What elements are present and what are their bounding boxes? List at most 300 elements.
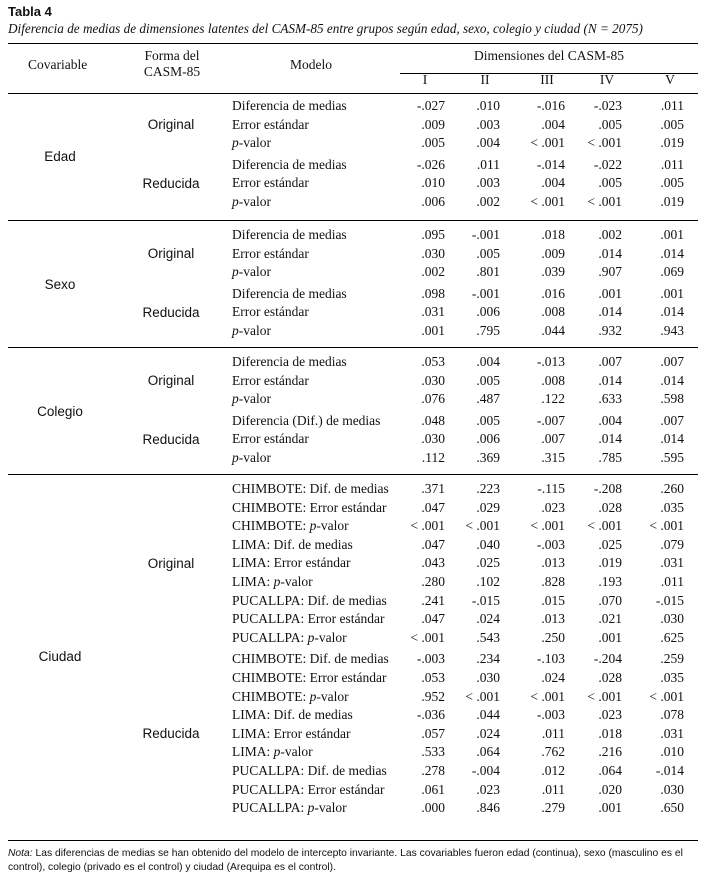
header-covariable: Covariable xyxy=(28,57,88,72)
row-label xyxy=(232,574,313,590)
cell-dim-5: .019 xyxy=(660,194,684,209)
cell-dim-4: < .001 xyxy=(587,518,622,534)
cell-dim-3: < .001 xyxy=(530,518,565,534)
cell-dim-2: .234 xyxy=(476,651,500,667)
cell-dim-1: .031 xyxy=(421,304,445,320)
row-label: Diferencia de medias xyxy=(232,227,347,242)
row-label: Error estándar xyxy=(232,372,309,388)
cell-dim-4: .633 xyxy=(598,391,622,407)
cell-dim-3: .011 xyxy=(541,725,565,741)
p-symbol: p xyxy=(307,629,315,645)
cell-dim-4: .020 xyxy=(598,781,622,797)
group-separator xyxy=(8,220,698,221)
cell-dim-1: .047 xyxy=(421,499,445,515)
cell-dim-5: .007 xyxy=(660,412,684,428)
cell-dim-4: .932 xyxy=(598,323,622,338)
header-forma xyxy=(130,48,214,80)
cell-dim-4: .014 xyxy=(598,431,622,447)
row-label-suffix: -valor xyxy=(316,518,349,534)
cell-dim-1: < .001 xyxy=(410,518,445,534)
cell-dim-1: .010 xyxy=(421,175,445,191)
cell-dim-5: .014 xyxy=(660,304,684,320)
cell-dim-4: .025 xyxy=(598,536,622,552)
row-label: LIMA: Error estándar xyxy=(232,555,351,571)
row-label: Error estándar xyxy=(232,175,309,191)
table-row xyxy=(0,630,706,649)
cell-dim-1: .098 xyxy=(421,285,445,301)
cell-dim-2: .011 xyxy=(476,156,500,172)
row-label: Error estándar xyxy=(232,245,309,261)
cell-dim-4: .023 xyxy=(598,707,622,723)
row-label-prefix: PUCALLPA: xyxy=(232,800,308,816)
cell-dim-3: .012 xyxy=(541,763,565,778)
cell-dim-3: .008 xyxy=(541,304,565,320)
cell-dim-5: .001 xyxy=(660,227,684,242)
cell-dim-1: -.027 xyxy=(416,98,445,113)
forma-label: Reducida xyxy=(142,726,200,742)
table-row xyxy=(0,707,706,726)
cell-dim-3: .315 xyxy=(541,450,565,465)
cell-dim-5: .031 xyxy=(660,555,684,571)
group-separator xyxy=(8,474,698,475)
cell-dim-5: .030 xyxy=(660,781,684,797)
header-forma-line1: Forma del xyxy=(144,48,200,63)
dimension-header-3: III xyxy=(540,72,554,87)
cell-dim-1: .112 xyxy=(421,450,445,465)
cell-dim-2: .543 xyxy=(476,629,500,645)
row-label xyxy=(232,323,271,339)
row-label-prefix: LIMA: xyxy=(232,574,274,589)
table-row xyxy=(0,431,706,450)
header-modelo: Modelo xyxy=(290,57,332,72)
table-row xyxy=(0,555,706,574)
cell-dim-2: .369 xyxy=(476,450,500,465)
row-label: Error estándar xyxy=(232,116,309,132)
cell-dim-2: .102 xyxy=(476,574,500,589)
cell-dim-1: .061 xyxy=(421,781,445,797)
row-label-suffix: -valor xyxy=(238,194,271,209)
row-label: CHIMBOTE: Error estándar xyxy=(232,670,387,685)
cell-dim-5: .598 xyxy=(660,391,684,407)
row-label: PUCALLPA: Dif. de medias xyxy=(232,592,387,608)
cell-dim-4: .014 xyxy=(598,245,622,261)
table-note xyxy=(8,847,700,875)
cell-dim-5: .011 xyxy=(660,574,684,589)
row-label-suffix: -valor xyxy=(238,391,271,407)
cell-dim-3: -.115 xyxy=(537,481,565,496)
row-label: Diferencia de medias xyxy=(232,285,347,301)
p-symbol: p xyxy=(232,323,239,338)
row-label: Diferencia (Dif.) de medias xyxy=(232,412,381,428)
p-symbol: p xyxy=(232,264,239,280)
cell-dim-2: .004 xyxy=(476,135,500,151)
row-label: CHIMBOTE: Dif. de medias xyxy=(232,651,389,667)
cell-dim-3: -.014 xyxy=(536,156,565,172)
cell-dim-2: .487 xyxy=(476,391,500,407)
table-row xyxy=(0,537,706,556)
group-separator xyxy=(8,347,698,348)
cell-dim-3: -.007 xyxy=(536,412,565,428)
cell-dim-3: .018 xyxy=(541,227,565,242)
covariable-label: Edad xyxy=(44,149,76,164)
cell-dim-4: .019 xyxy=(598,555,622,571)
row-label-prefix: CHIMBOTE: xyxy=(232,688,310,704)
row-label xyxy=(232,689,349,705)
row-label: CHIMBOTE: Dif. de medias xyxy=(232,481,389,496)
header-forma-line2: CASM-85 xyxy=(143,64,201,79)
row-label-suffix: -valor xyxy=(238,323,271,338)
row-label: Error estándar xyxy=(232,304,309,320)
cell-dim-1: .095 xyxy=(421,227,445,242)
cell-dim-1: < .001 xyxy=(410,629,445,645)
cell-dim-2: .064 xyxy=(476,744,500,760)
cell-dim-3: .828 xyxy=(541,574,565,589)
cell-dim-1: .280 xyxy=(421,574,445,589)
table-row xyxy=(0,800,706,819)
row-label: LIMA: Dif. de medias xyxy=(232,536,353,552)
cell-dim-3: .250 xyxy=(541,629,565,645)
cell-dim-2: -.001 xyxy=(471,227,500,242)
cell-dim-3: .008 xyxy=(541,372,565,388)
cell-dim-4: .005 xyxy=(598,175,622,191)
cell-dim-2: .044 xyxy=(476,707,500,723)
cell-dim-3: -.103 xyxy=(536,651,565,667)
cell-dim-2: .025 xyxy=(476,555,500,571)
table-row xyxy=(0,246,706,265)
row-label: Diferencia de medias xyxy=(232,354,347,369)
row-label xyxy=(232,264,271,280)
cell-dim-5: < .001 xyxy=(649,688,684,704)
forma-label: Reducida xyxy=(142,431,200,447)
p-symbol: p xyxy=(232,135,239,151)
row-label: LIMA: Error estándar xyxy=(232,725,351,741)
row-label: PUCALLPA: Error estándar xyxy=(232,781,385,797)
cell-dim-1: .043 xyxy=(421,555,445,571)
cell-dim-2: .004 xyxy=(476,354,500,369)
row-label xyxy=(232,800,347,816)
cell-dim-5: .650 xyxy=(660,800,684,816)
forma-label: Original xyxy=(147,372,195,388)
p-symbol: p xyxy=(309,518,317,534)
cell-dim-4: -.208 xyxy=(593,481,622,496)
cell-dim-4: .001 xyxy=(598,285,622,301)
row-label-suffix: -valor xyxy=(238,450,271,465)
row-label-suffix: -valor xyxy=(280,744,313,760)
table-row xyxy=(0,782,706,801)
cell-dim-2: < .001 xyxy=(465,688,500,704)
row-label xyxy=(232,450,271,466)
bottom-rule xyxy=(8,840,698,841)
cell-dim-4: .028 xyxy=(598,499,622,515)
table-row xyxy=(0,98,706,117)
cell-dim-2: .005 xyxy=(476,372,500,388)
cell-dim-3: -.003 xyxy=(536,707,565,723)
row-label-suffix: -valor xyxy=(280,574,313,589)
table-row xyxy=(0,689,706,708)
cell-dim-2: .006 xyxy=(476,431,500,447)
cell-dim-4: .014 xyxy=(598,304,622,320)
cell-dim-1: .030 xyxy=(421,245,445,261)
note-text: Las diferencias de medias se han obtenido del modelo de intercepto invariante. Las covariables fueron edad (continua), sexo (masculino es el control), colegio (privado es el control) y ciudad (Arequipa es el control). xyxy=(8,848,683,873)
dimension-header-4: IV xyxy=(599,72,615,87)
row-label: LIMA: Dif. de medias xyxy=(232,707,353,723)
covariable-label: Sexo xyxy=(44,277,76,292)
cell-dim-2: .023 xyxy=(476,781,500,797)
cell-dim-3: -.016 xyxy=(536,98,565,113)
cell-dim-5: .943 xyxy=(660,323,684,338)
dimension-header-2: II xyxy=(480,72,490,87)
cell-dim-5: .069 xyxy=(660,264,684,280)
cell-dim-1: -.003 xyxy=(416,651,445,667)
cell-dim-2: .003 xyxy=(476,116,500,132)
cell-dim-3: .016 xyxy=(541,285,565,301)
p-symbol: p xyxy=(273,744,281,760)
cell-dim-2: .010 xyxy=(476,98,500,113)
cell-dim-4: .014 xyxy=(598,372,622,388)
cell-dim-3: < .001 xyxy=(530,135,565,151)
row-label: Diferencia de medias xyxy=(232,98,347,113)
cell-dim-3: .279 xyxy=(541,800,565,816)
row-label-suffix: -valor xyxy=(314,629,347,645)
cell-dim-5: .260 xyxy=(660,481,684,496)
cell-dim-1: -.036 xyxy=(416,707,445,723)
cell-dim-1: .053 xyxy=(421,670,445,685)
cell-dim-1: .533 xyxy=(421,744,445,760)
table-row xyxy=(0,373,706,392)
cell-dim-5: .035 xyxy=(660,499,684,515)
cell-dim-5: .079 xyxy=(660,536,684,552)
cell-dim-4: .064 xyxy=(598,763,622,778)
cell-dim-2: .846 xyxy=(476,800,500,816)
cell-dim-5: -.014 xyxy=(655,763,684,778)
cell-dim-2: < .001 xyxy=(465,518,500,534)
row-label: PUCALLPA: Error estándar xyxy=(232,611,385,627)
row-label xyxy=(232,135,271,151)
cell-dim-4: .216 xyxy=(598,744,622,760)
cell-dim-1: .371 xyxy=(421,481,445,496)
top-rule xyxy=(8,43,698,44)
cell-dim-1: .000 xyxy=(421,800,445,816)
cell-dim-3: < .001 xyxy=(530,688,565,704)
cell-dim-2: .006 xyxy=(476,304,500,320)
table-row xyxy=(0,611,706,630)
row-label: CHIMBOTE: Error estándar xyxy=(232,499,387,515)
row-label-suffix: -valor xyxy=(238,135,271,151)
cell-dim-1: .952 xyxy=(421,688,445,704)
row-label-prefix: CHIMBOTE: xyxy=(232,518,310,534)
table-number: Tabla 4 xyxy=(8,4,52,19)
row-label-suffix: -valor xyxy=(314,800,347,816)
row-label-suffix: -valor xyxy=(238,264,271,280)
cell-dim-4: .070 xyxy=(598,592,622,608)
row-label xyxy=(232,630,347,646)
table-row xyxy=(0,194,706,213)
cell-dim-5: .595 xyxy=(660,450,684,465)
table-row xyxy=(0,450,706,469)
table-row xyxy=(0,518,706,537)
cell-dim-5: .019 xyxy=(660,135,684,151)
cell-dim-3: .013 xyxy=(541,555,565,571)
cell-dim-3: .015 xyxy=(541,592,565,608)
cell-dim-3: .007 xyxy=(541,431,565,447)
cell-dim-1: .048 xyxy=(421,412,445,428)
cell-dim-2: -.001 xyxy=(471,285,500,301)
cell-dim-4: .001 xyxy=(598,800,622,816)
cell-dim-1: .009 xyxy=(421,116,445,132)
cell-dim-5: .011 xyxy=(660,156,684,172)
cell-dim-1: .278 xyxy=(421,763,445,778)
dimension-header-5: V xyxy=(665,72,675,87)
table-row xyxy=(0,744,706,763)
table-row xyxy=(0,481,706,500)
table-row xyxy=(0,117,706,136)
cell-dim-2: .795 xyxy=(476,323,500,338)
cell-dim-1: .030 xyxy=(421,372,445,388)
cell-dim-4: .907 xyxy=(598,264,622,280)
table-row xyxy=(0,593,706,612)
cell-dim-2: .040 xyxy=(476,536,500,552)
forma-label: Reducida xyxy=(142,175,200,191)
cell-dim-3: .004 xyxy=(541,116,565,132)
cell-dim-3: .009 xyxy=(541,245,565,261)
table-row xyxy=(0,175,706,194)
cell-dim-1: .005 xyxy=(421,135,445,151)
header-dimensiones: Dimensiones del CASM-85 xyxy=(474,48,624,63)
table-row xyxy=(0,354,706,373)
forma-label: Reducida xyxy=(142,304,200,320)
cell-dim-5: .014 xyxy=(660,431,684,447)
table-row xyxy=(0,574,706,593)
cell-dim-1: -.026 xyxy=(416,156,445,172)
p-symbol: p xyxy=(232,450,239,465)
cell-dim-2: .002 xyxy=(476,194,500,209)
cell-dim-3: .122 xyxy=(541,391,565,407)
cell-dim-3: .024 xyxy=(541,670,565,685)
cell-dim-3: .762 xyxy=(541,744,565,760)
cell-dim-5: .010 xyxy=(660,744,684,760)
cell-dim-3: .004 xyxy=(541,175,565,191)
p-symbol: p xyxy=(232,391,239,407)
table-row xyxy=(0,304,706,323)
cell-dim-4: .028 xyxy=(598,670,622,685)
cell-dim-3: < .001 xyxy=(530,194,565,209)
cell-dim-1: .030 xyxy=(421,431,445,447)
cell-dim-5: .031 xyxy=(660,725,684,741)
cell-dim-4: -.022 xyxy=(593,156,622,172)
row-label-suffix: -valor xyxy=(316,688,349,704)
cell-dim-4: .005 xyxy=(598,116,622,132)
table-row xyxy=(0,323,706,342)
cell-dim-3: .044 xyxy=(541,323,565,338)
cell-dim-3: -.013 xyxy=(536,354,565,369)
row-label xyxy=(232,194,271,210)
table-row xyxy=(0,726,706,745)
cell-dim-4: < .001 xyxy=(587,688,622,704)
cell-dim-3: .013 xyxy=(541,611,565,627)
cell-dim-5: < .001 xyxy=(649,518,684,534)
row-label: Diferencia de medias xyxy=(232,156,347,172)
cell-dim-5: .011 xyxy=(660,98,684,113)
cell-dim-4: .001 xyxy=(598,629,622,645)
p-symbol: p xyxy=(232,194,239,209)
header-rule xyxy=(8,93,698,94)
cell-dim-2: .029 xyxy=(476,499,500,515)
cell-dim-2: -.004 xyxy=(471,763,500,778)
cell-dim-4: .002 xyxy=(598,227,622,242)
forma-label: Original xyxy=(147,116,195,132)
cell-dim-4: .021 xyxy=(598,611,622,627)
cell-dim-3: .023 xyxy=(541,499,565,515)
cell-dim-5: .625 xyxy=(660,629,684,645)
cell-dim-2: .003 xyxy=(476,175,500,191)
cell-dim-4: < .001 xyxy=(587,194,622,209)
p-symbol: p xyxy=(273,574,281,589)
cell-dim-2: .005 xyxy=(476,245,500,261)
row-label-prefix: PUCALLPA: xyxy=(232,629,308,645)
table-row xyxy=(0,763,706,782)
p-symbol: p xyxy=(309,688,317,704)
covariable-label: Colegio xyxy=(37,404,83,419)
row-label-prefix: LIMA: xyxy=(232,744,274,760)
cell-dim-5: .005 xyxy=(660,116,684,132)
cell-dim-2: .801 xyxy=(476,264,500,280)
cell-dim-5: .259 xyxy=(660,651,684,667)
cell-dim-4: .007 xyxy=(598,354,622,369)
cell-dim-2: .030 xyxy=(476,670,500,685)
cell-dim-4: -.204 xyxy=(593,651,622,667)
p-symbol: p xyxy=(307,800,315,816)
cell-dim-1: .047 xyxy=(421,611,445,627)
cell-dim-1: .057 xyxy=(421,725,445,741)
cell-dim-1: .002 xyxy=(421,264,445,280)
cell-dim-1: .001 xyxy=(421,323,445,338)
cell-dim-5: .001 xyxy=(660,285,684,301)
cell-dim-1: .076 xyxy=(421,391,445,407)
cell-dim-3: .011 xyxy=(541,781,565,797)
note-label: Nota: xyxy=(8,848,33,859)
cell-dim-5: .078 xyxy=(660,707,684,723)
forma-label: Original xyxy=(147,245,195,261)
cell-dim-5: .035 xyxy=(660,670,684,685)
covariable-label: Ciudad xyxy=(38,648,82,664)
cell-dim-2: .024 xyxy=(476,611,500,627)
cell-dim-4: .004 xyxy=(598,412,622,428)
table-row xyxy=(0,227,706,246)
cell-dim-5: .007 xyxy=(660,354,684,369)
cell-dim-1: .053 xyxy=(421,354,445,369)
cell-dim-4: .193 xyxy=(598,574,622,589)
cell-dim-2: .005 xyxy=(476,412,500,428)
cell-dim-1: .006 xyxy=(421,194,445,209)
cell-dim-4: .018 xyxy=(598,725,622,741)
cell-dim-4: < .001 xyxy=(587,135,622,151)
cell-dim-4: -.023 xyxy=(593,98,622,113)
row-label xyxy=(232,391,271,407)
table-row xyxy=(0,500,706,519)
cell-dim-5: .005 xyxy=(660,175,684,191)
cell-dim-2: .223 xyxy=(476,481,500,496)
forma-label: Original xyxy=(147,555,195,571)
row-label: PUCALLPA: Dif. de medias xyxy=(232,763,387,778)
cell-dim-5: -.015 xyxy=(655,592,684,608)
cell-dim-5: .030 xyxy=(660,611,684,627)
cell-dim-5: .014 xyxy=(660,372,684,388)
dimension-header-1: I xyxy=(422,72,428,87)
cell-dim-4: .785 xyxy=(598,450,622,465)
cell-dim-2: -.015 xyxy=(471,592,500,608)
row-label xyxy=(232,518,349,534)
cell-dim-1: .047 xyxy=(421,536,445,552)
